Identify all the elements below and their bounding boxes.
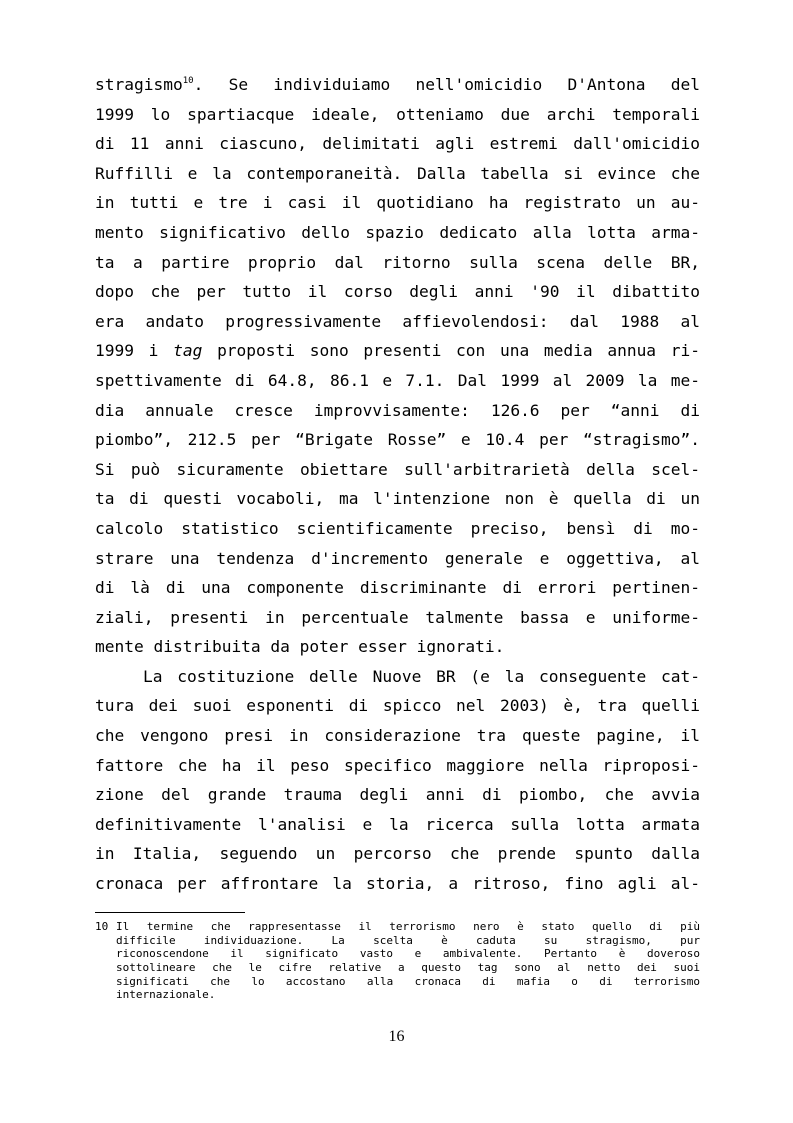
footnote-line: riconoscendone il significato vasto e ambivalente. Pertanto è doveroso <box>116 947 700 961</box>
text-line: Si può sicuramente obiettare sull'arbitrarietà della scel- <box>95 459 700 479</box>
text-line: definitivamente l'analisi e la ricerca sulla lotta armata <box>95 814 700 834</box>
text-line: 1999 i tag proposti sono presenti con una media annua ri- <box>95 341 700 361</box>
footnote-reference[interactable]: 10 <box>182 76 194 86</box>
text-line: zione del grande trauma degli anni di piombo, che avvia <box>95 785 700 805</box>
text-line: cronaca per affrontare la storia, a ritroso, fino agli al- <box>95 874 700 894</box>
text-line: mente distribuita da poter esser ignorati. <box>95 637 505 657</box>
text-line: tura dei suoi esponenti di spicco nel 2003) è, tra quelli <box>95 696 700 716</box>
text-line: La costituzione delle Nuove BR (e la conseguente cat- <box>143 666 700 686</box>
text-line: in Italia, seguendo un percorso che prende spunto dalla <box>95 844 700 864</box>
text-line: in tutti e tre i casi il quotidiano ha registrato un au- <box>95 193 700 213</box>
text-line: ta di questi vocaboli, ma l'intenzione non è quella di un <box>95 489 700 509</box>
footnote-line: difficile individuazione. La scelta è caduta su stragismo, pur <box>116 933 700 947</box>
footnote-line: sottolineare che le cifre relative a questo tag sono al netto dei suoi <box>116 961 700 975</box>
text-line: fattore che ha il peso specifico maggiore nella riproposi- <box>95 755 700 775</box>
main-text <box>95 70 700 899</box>
text-line: Ruffilli e la contemporaneità. Dalla tabella si evince che <box>95 163 700 183</box>
text-line: stragismo$^{10}$. Se individuiamo nell'omicidio D'Antona del <box>95 75 700 94</box>
footnote <box>95 920 700 1002</box>
text-line: dia annuale cresce improvvisamente: 126.6 per “anni di <box>95 400 700 420</box>
text-line: calcolo statistico scientificamente preciso, bensì di mo- <box>95 518 700 538</box>
footnote-number: 10 <box>95 920 109 933</box>
text-line: di là di una componente discriminante di errori pertinen- <box>95 578 700 598</box>
footnote-separator <box>95 912 245 913</box>
text-line: spettivamente di 64.8, 86.1 e 7.1. Dal 1999 al 2009 la me- <box>95 370 700 390</box>
page-number: 16 <box>388 1028 405 1045</box>
italic-term: tag <box>173 341 203 361</box>
text-line: mento significativo dello spazio dedicato alla lotta arma- <box>95 222 700 242</box>
text-line: strare una tendenza d'incremento generale e oggettiva, al <box>95 548 700 568</box>
text-line: di 11 anni ciascuno, delimitati agli estremi dall'omicidio <box>95 134 700 154</box>
footnote-line: 10 Il termine che rappresentasse il terrorismo nero è stato quello di più <box>95 920 700 933</box>
text-line: 1999 lo spartiacque ideale, otteniamo due archi temporali <box>95 104 700 124</box>
text-line: era andato progressivamente affievolendosi: dal 1988 al <box>95 311 700 331</box>
text-line: che vengono presi in considerazione tra queste pagine, il <box>95 726 700 746</box>
text-line: piombo”, 212.5 per “Brigate Rosse” e 10.4 per “stragismo”. <box>95 430 700 450</box>
text-line: dopo che per tutto il corso degli anni '90 il dibattito <box>95 282 700 302</box>
footnote-line: significati che lo accostano alla cronaca di mafia o di terrorismo <box>116 974 700 988</box>
text-line: ta a partire proprio dal ritorno sulla scena delle BR, <box>95 252 700 272</box>
text-line: ziali, presenti in percentuale talmente bassa e uniforme- <box>95 607 700 627</box>
footnote-line: internazionale. <box>116 988 216 1002</box>
